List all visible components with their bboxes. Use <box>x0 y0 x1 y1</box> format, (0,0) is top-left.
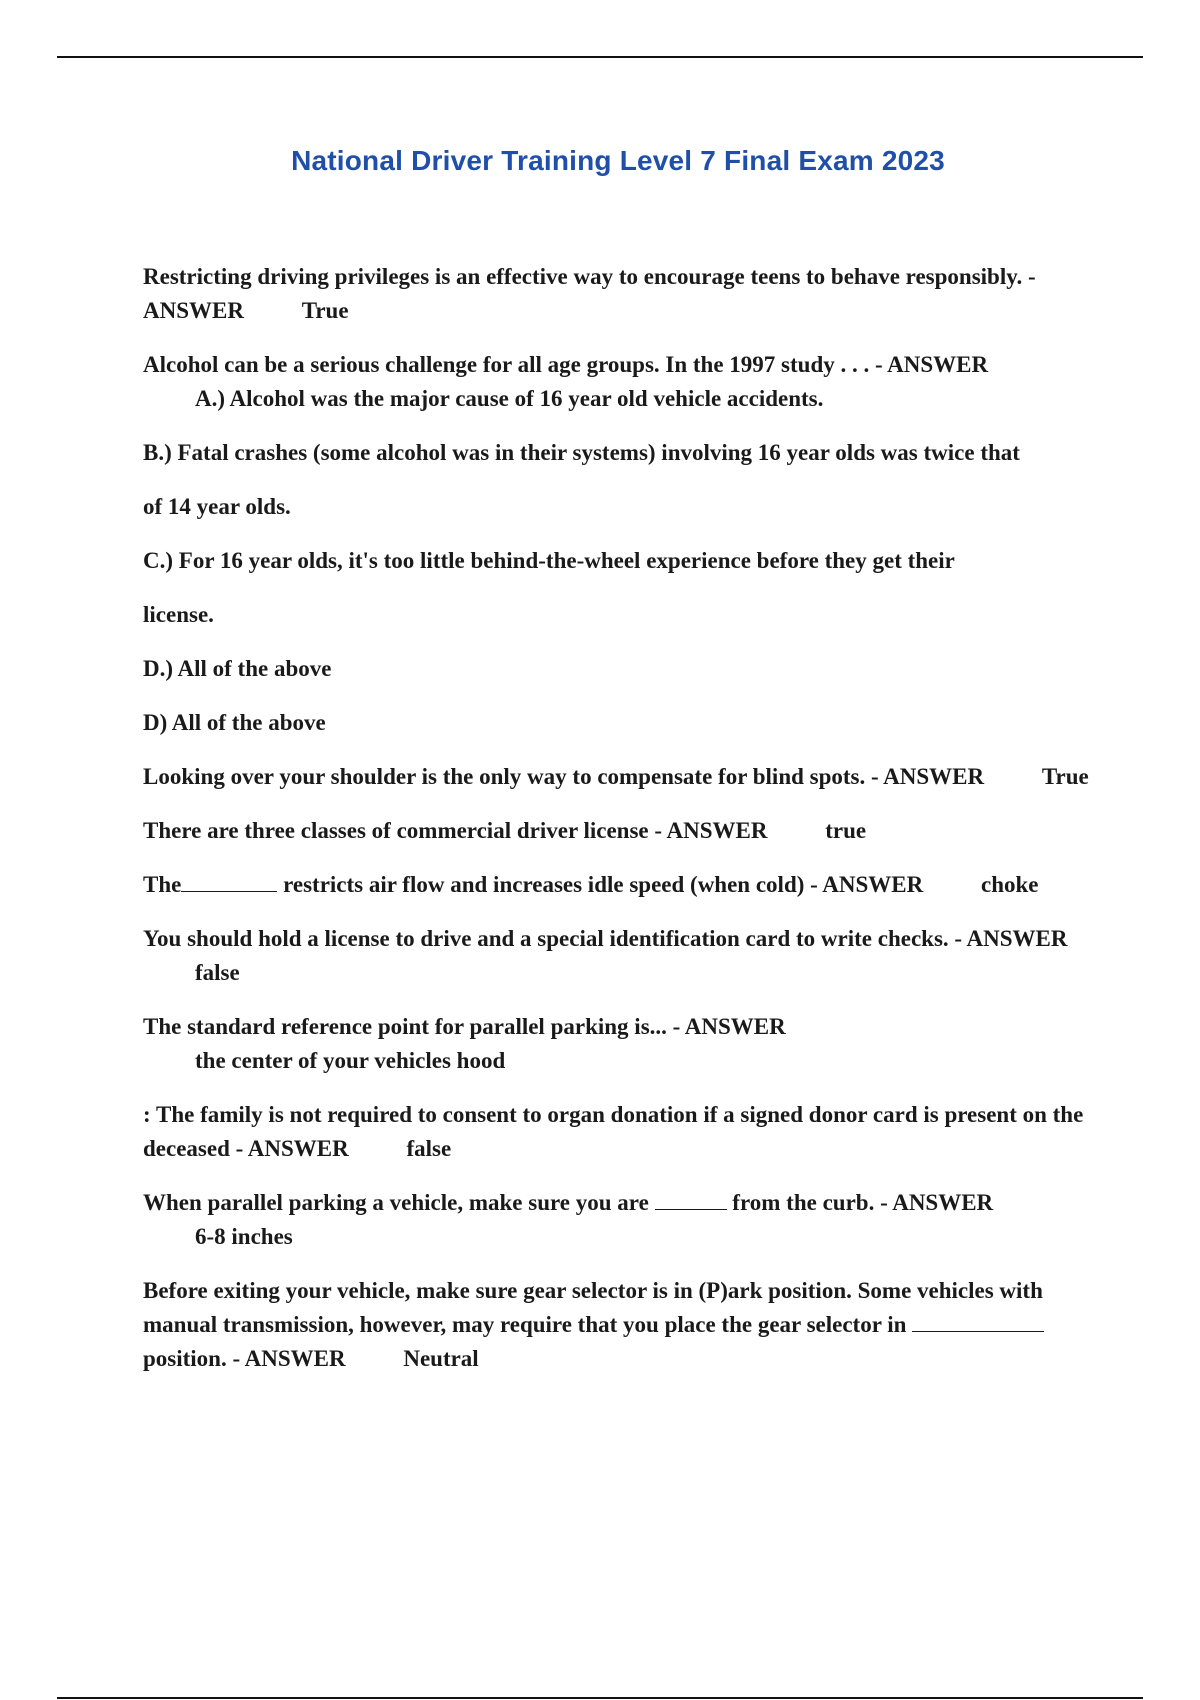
answer-text: Neutral <box>403 1346 479 1371</box>
answer-text: 6-8 inches <box>195 1224 293 1249</box>
qa-item <box>143 1010 1098 1078</box>
document-title: National Driver Training Level 7 Final Exam 2023 <box>291 145 945 176</box>
qa-item <box>143 260 1098 328</box>
question-text: The standard reference point for parallel parking is... - ANSWER <box>143 1014 786 1039</box>
question-text-part2: restricts air flow and increases idle speed (when cold) - ANSWER <box>283 872 924 897</box>
text-line: B.) Fatal crashes (some alcohol was in their systems) involving 16 year olds was twice that <box>143 440 1020 465</box>
answer-blank <box>655 1189 727 1210</box>
qa-item <box>143 922 1098 990</box>
bottom-rule <box>57 1697 1143 1699</box>
answer-text: True <box>1041 764 1089 789</box>
question-text: There are three classes of commercial driver license - ANSWER <box>143 818 768 843</box>
answer-blank <box>912 1311 1044 1332</box>
question-text-part2: position. - ANSWER <box>143 1346 346 1371</box>
answer-text: false <box>195 960 240 985</box>
text-line: of 14 year olds. <box>143 494 291 519</box>
question-text-part2: from the curb. - ANSWER <box>732 1190 994 1215</box>
question-text: Looking over your shoulder is the only way to compensate for blind spots. - ANSWER <box>143 764 985 789</box>
answer-text: false <box>406 1136 452 1161</box>
qa-item <box>143 814 1098 848</box>
qa-item <box>143 348 1098 416</box>
top-rule <box>57 56 1143 58</box>
answer-text: True <box>301 298 349 323</box>
question-text-part1: The <box>143 872 182 897</box>
answer-text: true <box>825 818 867 843</box>
question-text: You should hold a license to drive and a special identification card to write checks. - ANSWER <box>143 926 1068 951</box>
question-text: Alcohol can be a serious challenge for all age groups. In the 1997 study . . . - ANSWER <box>143 352 989 377</box>
document-body <box>143 260 1098 1396</box>
question-text-part1: Before exiting your vehicle, make sure gear selector is in (P)ark position. Some vehicles with manual transmission, however, may require that you place the gear selector in <box>143 1278 1043 1337</box>
qa-item <box>143 1186 1098 1254</box>
qa-item <box>143 1098 1098 1166</box>
qa-item <box>143 1274 1098 1376</box>
answer-text: A.) Alcohol was the major cause of 16 year old vehicle accidents. <box>195 386 824 411</box>
answer-blank <box>181 871 277 892</box>
question-text: Restricting driving privileges is an effective way to encourage teens to behave responsibly. - ANSWER <box>143 264 1036 323</box>
text-line: D.) All of the above <box>143 656 332 681</box>
qa-item <box>143 868 1098 902</box>
text-line: D) All of the above <box>143 710 326 735</box>
text-line: license. <box>143 602 214 627</box>
qa-item <box>143 760 1098 794</box>
question-text: : The family is not required to consent to organ donation if a signed donor card is present on the deceased - ANSWER <box>143 1102 1084 1161</box>
answer-text: the center of your vehicles hood <box>195 1048 506 1073</box>
answer-text: choke <box>981 872 1039 897</box>
text-line: C.) For 16 year olds, it's too little behind-the-wheel experience before they get their <box>143 548 955 573</box>
question-text-part1: When parallel parking a vehicle, make sure you are <box>143 1190 649 1215</box>
